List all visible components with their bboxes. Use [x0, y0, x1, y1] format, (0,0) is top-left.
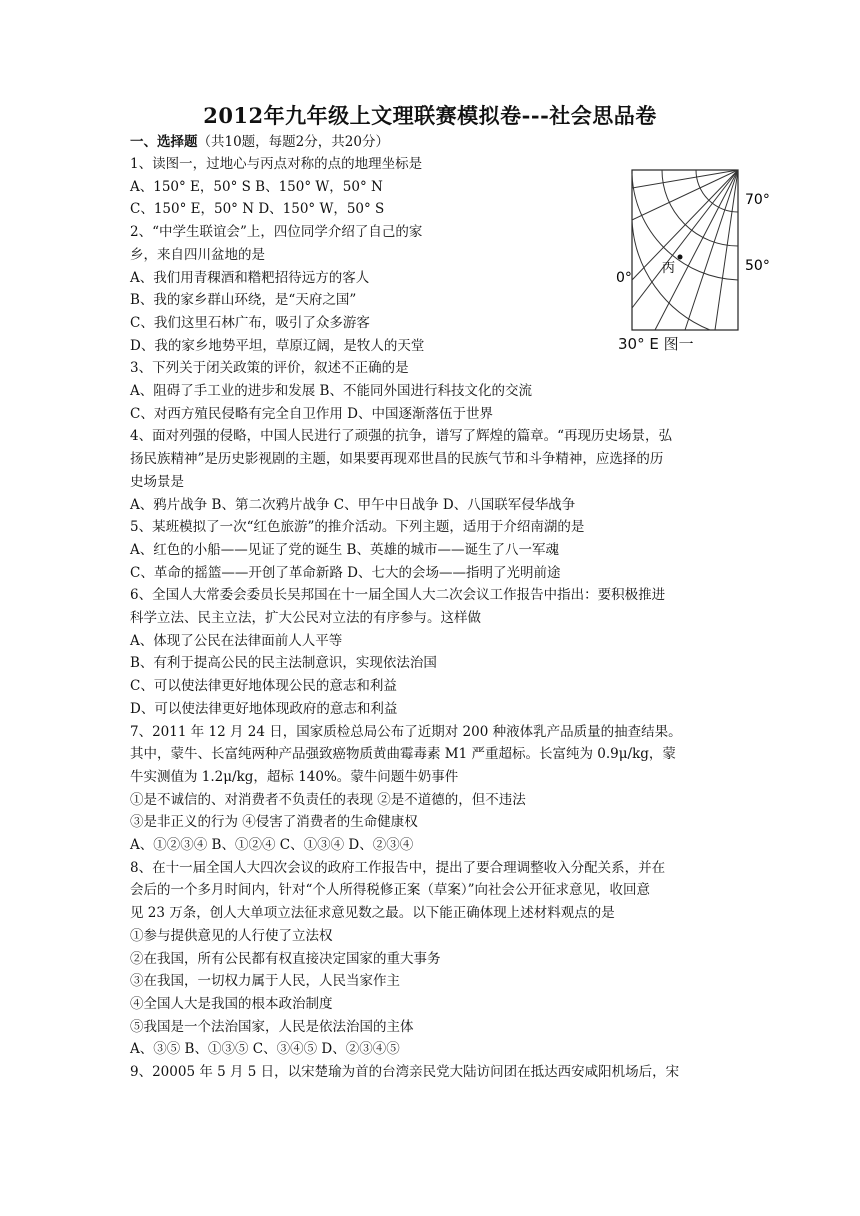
text-line: 乡，来自四川盆地的是 — [130, 246, 265, 263]
text-line: ②在我国，所有公民都有权直接决定国家的重大事务 — [130, 950, 441, 967]
text-line: 牛实测值为 1.2μ/kg，超标 140%。蒙牛问题牛奶事件 — [130, 768, 459, 785]
label-50: 50° — [745, 258, 770, 274]
text-line: A、我们用青稞酒和糌粑招待远方的客人 — [130, 269, 370, 286]
text-line: 见 23 万条，创人大单项立法征求意见数之最。以下能正确体现上述材料观点的是 — [130, 905, 615, 922]
text-line: 5、某班模拟了一次“红色旅游”的推介活动。下列主题，适用于介绍南湖的是 — [130, 519, 585, 536]
text-line: C、革命的摇篮——开创了革命新路 D、七大的会场——指明了光明前途 — [130, 564, 561, 581]
text-line: 3、下列关于闭关政策的评价，叙述不正确的是 — [130, 360, 409, 377]
text-line: A、体现了公民在法律面前人人平等 — [130, 632, 343, 649]
figure-caption: 30° E 图一 — [618, 335, 694, 353]
globe-grid-diagram — [600, 160, 780, 360]
section-heading: 一、选择题 — [130, 134, 198, 150]
text-line: 其中，蒙牛、长富纯两种产品强致癌物质黄曲霉毒素 M1 严重超标。长富纯为 0.9μ/kg，蒙 — [130, 746, 676, 763]
text-line: 8、在十一届全国人大四次会议的政府工作报告中，提出了要合理调整收入分配关系，并在 — [130, 859, 666, 876]
section-note: （共10题，每题2分，共20分） — [197, 134, 389, 150]
text-line: 1、读图一，过地心与丙点对称的点的地理坐标是 — [130, 156, 423, 172]
text-line: 9、20005 年 5 月 5 日，以宋楚瑜为首的台湾亲民党大陆访问团在抵达西安咸阳机场后，宋 — [130, 1064, 680, 1080]
text-line: C、对西方殖民侵略有完全自卫作用 D、中国逐渐落伍于世界 — [130, 405, 493, 422]
text-line: 科学立法、民主立法，扩大公民对立法的有序参与。这样做 — [130, 610, 481, 626]
figure-frame — [632, 170, 738, 330]
section-heading-line — [130, 131, 389, 153]
text-line: 4、面对列强的侵略，中国人民进行了顽强的抗争，谱写了辉煌的篇章。“再现历史场景，弘 — [130, 428, 672, 445]
meridian-lines — [632, 170, 738, 330]
figure-1-diagram — [600, 160, 780, 360]
parallel-arcs — [632, 170, 738, 330]
text-line: C、150° E，50° N D、150° W，50° S — [130, 201, 385, 218]
text-line: A、①②③④ B、①②④ C、①③④ D、②③④ — [130, 837, 414, 853]
text-line: A、③⑤ B、①③⑤ C、③④⑤ D、②③④⑤ — [130, 1041, 400, 1058]
text-line: ④全国人大是我国的根本政治制度 — [130, 995, 333, 1012]
text-line: 史场景是 — [130, 473, 184, 490]
text-line: B、有利于提高公民的民主法制意识，实现依法治国 — [130, 655, 437, 672]
text-line: ③是非正义的行为 ④侵害了消费者的生命健康权 — [130, 814, 418, 831]
page-title: 2012年九年级上文理联赛模拟卷---社会思品卷 — [203, 103, 657, 128]
text-line: A、阻碍了手工业的进步和发展 B、不能同外国进行科技文化的交流 — [130, 383, 532, 399]
text-line: 扬民族精神”是历史影视剧的主题，如果要再现邓世昌的民族气节和斗争精神，应选择的历 — [130, 451, 664, 468]
text-line: D、我的家乡地势平坦，草原辽阔，是牧人的天堂 — [130, 337, 425, 354]
point-bing — [678, 255, 683, 260]
label-70: 70° — [745, 192, 770, 208]
text-line: 6、全国人大常委会委员长吴邦国在十一届全国人大二次会议工作报告中指出：要积极推进 — [130, 587, 666, 604]
label-0: 0° — [616, 270, 632, 286]
text-line: ①参与提供意见的人行使了立法权 — [130, 927, 333, 944]
label-bing: 丙 — [662, 261, 676, 276]
text-line: ③在我国，一切权力属于人民，人民当家作主 — [130, 973, 400, 990]
text-line: A、红色的小船——见证了党的诞生 B、英雄的城市——诞生了八一军魂 — [130, 541, 559, 558]
text-line: ⑤我国是一个法治国家，人民是依法治国的主体 — [130, 1018, 414, 1035]
text-line: 会后的一个多月时间内，针对“个人所得税修正案（草案）”向社会公开征求意见，收回意 — [130, 882, 651, 899]
text-line: A、150° E，50° S B、150° W，50° N — [130, 178, 383, 195]
text-line: C、可以使法律更好地体现公民的意志和利益 — [130, 678, 397, 695]
text-line: B、我的家乡群山环绕，是“天府之国” — [130, 292, 357, 309]
text-line: 7、2011 年 12 月 24 日，国家质检总局公布了近期对 200 种液体乳产品质量的抽查结果。 — [130, 723, 682, 740]
text-line: D、可以使法律更好地体现政府的意志和利益 — [130, 700, 398, 717]
text-line: ①是不诚信的、对消费者不负责任的表现 ②是不道德的，但不违法 — [130, 791, 526, 808]
text-line: C、我们这里石林广布，吸引了众多游客 — [130, 314, 370, 331]
text-line: 2、“中学生联谊会”上，四位同学介绍了自己的家 — [130, 224, 423, 241]
text-line: A、鸦片战争 B、第二次鸦片战争 C、甲午中日战争 D、八国联军侵华战争 — [130, 496, 576, 513]
